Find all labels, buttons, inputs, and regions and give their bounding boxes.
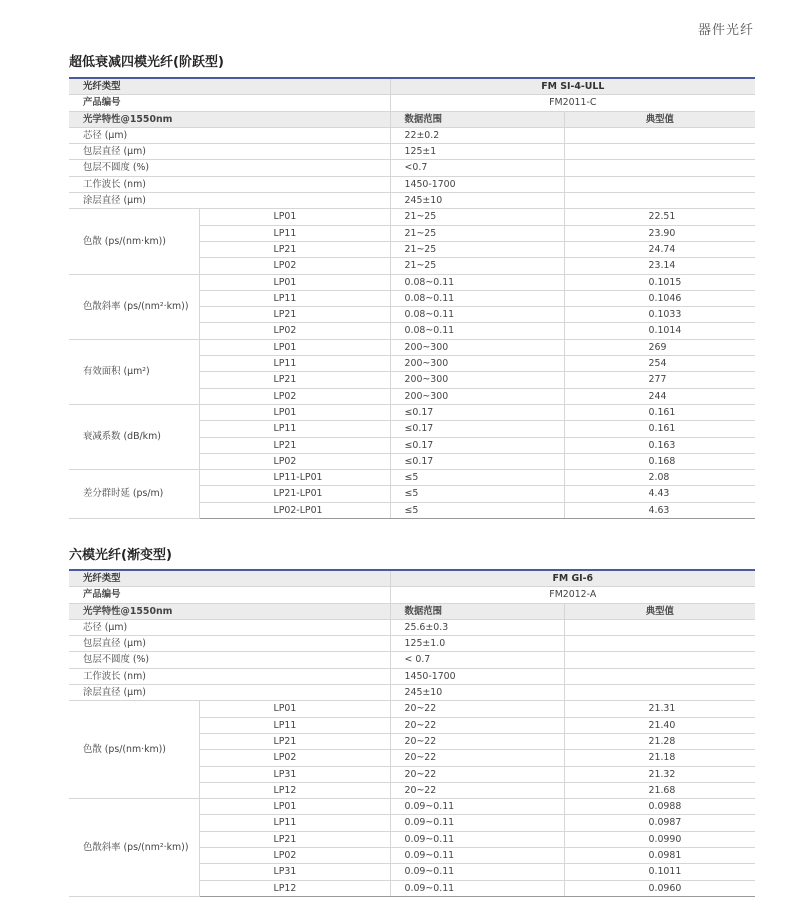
mode-name: LP21 bbox=[199, 372, 390, 388]
mode-name: LP11 bbox=[199, 815, 390, 831]
spec-typical bbox=[564, 127, 755, 143]
mode-range: 20~22 bbox=[390, 733, 564, 749]
spec-row bbox=[69, 668, 755, 684]
mode-range: 20~22 bbox=[390, 701, 564, 717]
mode-range: ≤5 bbox=[390, 470, 564, 486]
mode-typical: 23.90 bbox=[564, 225, 755, 241]
product-code-value: FM2011-C bbox=[390, 95, 755, 111]
mode-typical: 244 bbox=[564, 388, 755, 404]
mode-name: LP02-LP01 bbox=[199, 502, 390, 518]
mode-name: LP02 bbox=[199, 258, 390, 274]
mode-typical: 22.51 bbox=[564, 209, 755, 225]
mode-typical: 0.1033 bbox=[564, 307, 755, 323]
mode-typical: 21.68 bbox=[564, 782, 755, 798]
spec-row bbox=[69, 160, 755, 176]
mode-typical: 0.161 bbox=[564, 404, 755, 420]
mode-typical: 0.1046 bbox=[564, 290, 755, 306]
mode-name: LP11 bbox=[199, 225, 390, 241]
mode-typical: 21.32 bbox=[564, 766, 755, 782]
spec-row bbox=[69, 193, 755, 209]
mode-typical: 21.40 bbox=[564, 717, 755, 733]
mode-range: 21~25 bbox=[390, 241, 564, 257]
column-header-row bbox=[69, 111, 755, 127]
mode-name: LP11 bbox=[199, 356, 390, 372]
group-label: 色散 (ps/(nm·km)) bbox=[69, 209, 199, 274]
product-code-label: 产品编号 bbox=[69, 95, 390, 111]
mode-name: LP12 bbox=[199, 880, 390, 896]
mode-range: 0.09~0.11 bbox=[390, 815, 564, 831]
product-code-row bbox=[69, 587, 755, 603]
mode-row bbox=[69, 470, 755, 486]
spec-row bbox=[69, 652, 755, 668]
spec-range: <0.7 bbox=[390, 160, 564, 176]
column-header-range: 数据范围 bbox=[390, 603, 564, 619]
mode-name: LP11 bbox=[199, 290, 390, 306]
mode-row bbox=[69, 274, 755, 290]
mode-range: 200~300 bbox=[390, 388, 564, 404]
mode-typical: 0.163 bbox=[564, 437, 755, 453]
mode-typical: 0.168 bbox=[564, 453, 755, 469]
spec-label: 工作波长 (nm) bbox=[69, 176, 390, 192]
mode-name: LP31 bbox=[199, 864, 390, 880]
fiber-type-value: FM GI-6 bbox=[390, 570, 755, 587]
mode-range: ≤0.17 bbox=[390, 421, 564, 437]
mode-typical: 0.161 bbox=[564, 421, 755, 437]
mode-range: 20~22 bbox=[390, 766, 564, 782]
mode-typical: 24.74 bbox=[564, 241, 755, 257]
table1-title: 超低衰减四模光纤(阶跃型) bbox=[69, 55, 224, 70]
group-label: 差分群时延 (ps/m) bbox=[69, 470, 199, 519]
mode-typical: 254 bbox=[564, 356, 755, 372]
mode-range: 0.09~0.11 bbox=[390, 880, 564, 896]
mode-range: 0.09~0.11 bbox=[390, 848, 564, 864]
mode-typical: 2.08 bbox=[564, 470, 755, 486]
spec-typical bbox=[564, 144, 755, 160]
mode-typical: 21.31 bbox=[564, 701, 755, 717]
fiber-type-value: FM SI-4-ULL bbox=[390, 78, 755, 95]
mode-name: LP21 bbox=[199, 241, 390, 257]
spec-label: 工作波长 (nm) bbox=[69, 668, 390, 684]
spec-typical bbox=[564, 685, 755, 701]
spec-row bbox=[69, 685, 755, 701]
spec-range: 245±10 bbox=[390, 685, 564, 701]
mode-typical: 0.1014 bbox=[564, 323, 755, 339]
spec-typical bbox=[564, 193, 755, 209]
mode-range: ≤0.17 bbox=[390, 453, 564, 469]
category-label: 器件光纤 bbox=[697, 23, 754, 38]
spec-typical bbox=[564, 668, 755, 684]
mode-name: LP01 bbox=[199, 799, 390, 815]
spec-label: 芯径 (μm) bbox=[69, 127, 390, 143]
mode-name: LP01 bbox=[199, 701, 390, 717]
spec-typical bbox=[564, 652, 755, 668]
mode-name: LP21 bbox=[199, 437, 390, 453]
mode-row bbox=[69, 701, 755, 717]
mode-name: LP01 bbox=[199, 274, 390, 290]
spec-label: 涂层直径 (μm) bbox=[69, 193, 390, 209]
mode-row bbox=[69, 799, 755, 815]
mode-name: LP01 bbox=[199, 209, 390, 225]
mode-range: 21~25 bbox=[390, 225, 564, 241]
optical-properties-label: 光学特性@1550nm bbox=[69, 603, 390, 619]
spec-range: 1450-1700 bbox=[390, 176, 564, 192]
spec-range: 125±1 bbox=[390, 144, 564, 160]
fiber-type-label: 光纤类型 bbox=[69, 570, 390, 587]
mode-name: LP02 bbox=[199, 323, 390, 339]
mode-name: LP02 bbox=[199, 388, 390, 404]
group-label: 色散 (ps/(nm·km)) bbox=[69, 701, 199, 799]
fiber-type-row bbox=[69, 570, 755, 587]
spec-label: 包层不圆度 (%) bbox=[69, 652, 390, 668]
spec-label: 芯径 (μm) bbox=[69, 619, 390, 635]
mode-name: LP02 bbox=[199, 453, 390, 469]
mode-row bbox=[69, 404, 755, 420]
spec-table-fm-si-4-ull bbox=[69, 77, 755, 519]
spec-range: < 0.7 bbox=[390, 652, 564, 668]
spec-label: 包层不圆度 (%) bbox=[69, 160, 390, 176]
spec-label: 涂层直径 (μm) bbox=[69, 685, 390, 701]
mode-range: 0.09~0.11 bbox=[390, 831, 564, 847]
mode-name: LP11 bbox=[199, 421, 390, 437]
mode-range: 0.09~0.11 bbox=[390, 864, 564, 880]
mode-typical: 4.43 bbox=[564, 486, 755, 502]
mode-typical: 0.0988 bbox=[564, 799, 755, 815]
mode-row bbox=[69, 339, 755, 355]
mode-row bbox=[69, 209, 755, 225]
mode-range: 0.08~0.11 bbox=[390, 307, 564, 323]
product-code-label: 产品编号 bbox=[69, 587, 390, 603]
mode-name: LP02 bbox=[199, 848, 390, 864]
mode-range: 20~22 bbox=[390, 750, 564, 766]
mode-typical: 269 bbox=[564, 339, 755, 355]
mode-typical: 0.0981 bbox=[564, 848, 755, 864]
group-label: 有效面积 (μm²) bbox=[69, 339, 199, 404]
mode-name: LP21-LP01 bbox=[199, 486, 390, 502]
spec-range: 245±10 bbox=[390, 193, 564, 209]
mode-range: 0.08~0.11 bbox=[390, 274, 564, 290]
spec-typical bbox=[564, 160, 755, 176]
mode-typical: 0.0990 bbox=[564, 831, 755, 847]
mode-range: 200~300 bbox=[390, 339, 564, 355]
mode-range: 20~22 bbox=[390, 782, 564, 798]
mode-range: 200~300 bbox=[390, 356, 564, 372]
mode-range: 0.08~0.11 bbox=[390, 290, 564, 306]
mode-typical: 21.18 bbox=[564, 750, 755, 766]
mode-range: 21~25 bbox=[390, 258, 564, 274]
mode-typical: 0.0987 bbox=[564, 815, 755, 831]
fiber-type-label: 光纤类型 bbox=[69, 78, 390, 95]
mode-name: LP01 bbox=[199, 339, 390, 355]
mode-range: 20~22 bbox=[390, 717, 564, 733]
spec-row bbox=[69, 127, 755, 143]
mode-range: 21~25 bbox=[390, 209, 564, 225]
spec-row bbox=[69, 144, 755, 160]
mode-name: LP12 bbox=[199, 782, 390, 798]
group-label: 色散斜率 (ps/(nm²·km)) bbox=[69, 274, 199, 339]
group-label: 色散斜率 (ps/(nm²·km)) bbox=[69, 799, 199, 897]
column-header-range: 数据范围 bbox=[390, 111, 564, 127]
mode-range: 200~300 bbox=[390, 372, 564, 388]
fiber-type-row bbox=[69, 78, 755, 95]
optical-properties-label: 光学特性@1550nm bbox=[69, 111, 390, 127]
mode-name: LP21 bbox=[199, 307, 390, 323]
spec-row bbox=[69, 619, 755, 635]
spec-typical bbox=[564, 636, 755, 652]
spec-range: 125±1.0 bbox=[390, 636, 564, 652]
mode-typical: 277 bbox=[564, 372, 755, 388]
mode-name: LP21 bbox=[199, 733, 390, 749]
mode-name: LP21 bbox=[199, 831, 390, 847]
table2-title: 六模光纤(渐变型) bbox=[69, 548, 172, 563]
mode-typical: 0.1015 bbox=[564, 274, 755, 290]
mode-typical: 0.1011 bbox=[564, 864, 755, 880]
spec-row bbox=[69, 636, 755, 652]
product-code-row bbox=[69, 95, 755, 111]
mode-name: LP11-LP01 bbox=[199, 470, 390, 486]
spec-typical bbox=[564, 176, 755, 192]
mode-typical: 0.0960 bbox=[564, 880, 755, 896]
mode-name: LP11 bbox=[199, 717, 390, 733]
column-header-typical: 典型值 bbox=[564, 111, 755, 127]
mode-range: 0.09~0.11 bbox=[390, 799, 564, 815]
mode-typical: 23.14 bbox=[564, 258, 755, 274]
spec-range: 22±0.2 bbox=[390, 127, 564, 143]
group-label: 衰减系数 (dB/km) bbox=[69, 404, 199, 469]
spec-label: 包层直径 (μm) bbox=[69, 144, 390, 160]
mode-range: ≤5 bbox=[390, 486, 564, 502]
mode-range: ≤5 bbox=[390, 502, 564, 518]
mode-range: 0.08~0.11 bbox=[390, 323, 564, 339]
mode-name: LP02 bbox=[199, 750, 390, 766]
mode-typical: 21.28 bbox=[564, 733, 755, 749]
mode-name: LP01 bbox=[199, 404, 390, 420]
mode-range: ≤0.17 bbox=[390, 437, 564, 453]
column-header-typical: 典型值 bbox=[564, 603, 755, 619]
mode-range: ≤0.17 bbox=[390, 404, 564, 420]
mode-name: LP31 bbox=[199, 766, 390, 782]
spec-row bbox=[69, 176, 755, 192]
spec-range: 1450-1700 bbox=[390, 668, 564, 684]
spec-typical bbox=[564, 619, 755, 635]
spec-label: 包层直径 (μm) bbox=[69, 636, 390, 652]
product-code-value: FM2012-A bbox=[390, 587, 755, 603]
spec-table-fm-gi-6 bbox=[69, 569, 755, 897]
spec-range: 25.6±0.3 bbox=[390, 619, 564, 635]
mode-typical: 4.63 bbox=[564, 502, 755, 518]
column-header-row bbox=[69, 603, 755, 619]
